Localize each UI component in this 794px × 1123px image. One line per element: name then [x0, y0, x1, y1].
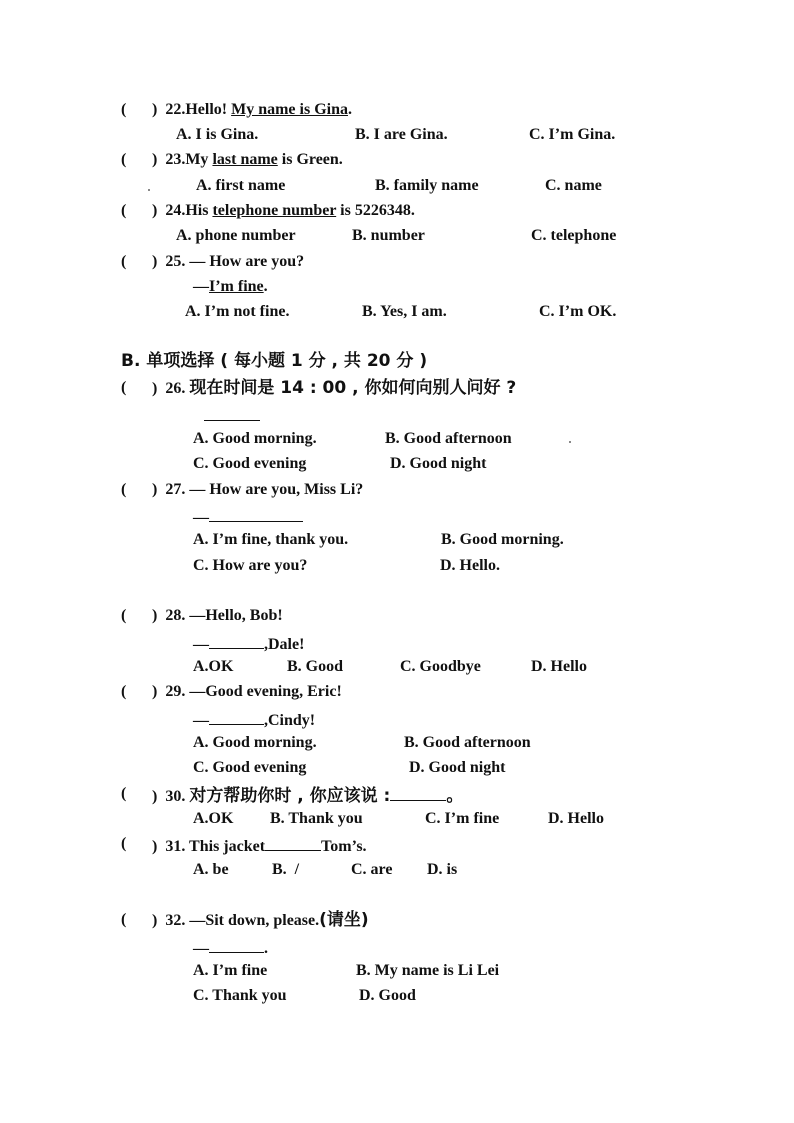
q27-option-d[interactable]: D. Hello.: [440, 557, 500, 574]
q29-answer-blank[interactable]: [209, 708, 264, 725]
q30-option-b[interactable]: B. Thank you: [270, 810, 363, 827]
q24-option-b[interactable]: B. number: [352, 227, 425, 244]
q23-option-a[interactable]: A. first name: [196, 177, 286, 194]
q24-option-c[interactable]: C. telephone: [531, 227, 617, 244]
q28-end: ,Dale!: [264, 636, 305, 653]
q23-option-b[interactable]: B. family name: [375, 177, 479, 194]
q26-paren: (: [121, 379, 127, 396]
q29-paren: (: [121, 683, 127, 700]
q27-option-b[interactable]: B. Good morning.: [441, 531, 564, 548]
q23-number: ) 23.: [152, 151, 186, 168]
q32-option-b[interactable]: B. My name is Li Lei: [356, 962, 500, 979]
q27-number: ) 27.: [152, 481, 186, 498]
q25-end: .: [263, 278, 268, 295]
q24-number: ) 24.: [152, 202, 186, 219]
q32-option-a[interactable]: A. I’m fine: [193, 962, 268, 979]
q25-text: — How are you?: [189, 253, 305, 270]
q28-number: ) 28.: [152, 607, 186, 624]
q31-number: ) 31.: [152, 838, 186, 855]
q31-answer-blank[interactable]: [265, 834, 321, 851]
q26-answer-blank[interactable]: [204, 404, 260, 421]
q32-dash: —: [193, 940, 209, 957]
q29-option-a[interactable]: A. Good morning.: [193, 734, 317, 751]
q26-text: 现在时间是 14 : 00 , 你如何向别人问好 ?: [189, 378, 517, 398]
q32-end: .: [264, 940, 268, 957]
q24-stem: [152, 201, 415, 221]
q27-stem: [152, 480, 363, 500]
q23-stem: [152, 150, 343, 170]
q27-option-a[interactable]: A. I’m fine, thank you.: [193, 531, 349, 548]
q28-option-c[interactable]: C. Goodbye: [400, 658, 481, 675]
q26-option-c[interactable]: C. Good evening: [193, 455, 307, 472]
q27-response: [193, 505, 303, 528]
q32-option-c[interactable]: C. Thank you: [193, 987, 287, 1004]
q24-underlined: telephone number: [212, 202, 337, 219]
q30-answer-blank[interactable]: [390, 784, 446, 801]
q27-text: — How are you, Miss Li?: [189, 481, 364, 498]
q28-option-b[interactable]: B. Good: [287, 658, 344, 675]
q28-option-d[interactable]: D. Hello: [531, 658, 587, 675]
q23-text-end: is Green.: [277, 151, 343, 168]
q27-paren: (: [121, 481, 127, 498]
q28-stem: [152, 606, 283, 626]
q29-text: —Good evening, Eric!: [189, 683, 342, 700]
q25-dash: —: [193, 278, 209, 295]
q23-paren: (: [121, 151, 127, 168]
q28-text: —Hello, Bob!: [189, 607, 283, 624]
q28-response: [193, 632, 304, 655]
q26-stem: [152, 378, 516, 399]
q25-paren: (: [121, 253, 127, 270]
q26-option-a[interactable]: A. Good morning.: [193, 430, 317, 447]
q25-underlined: I’m fine: [209, 278, 264, 295]
q32-option-d[interactable]: D. Good: [359, 987, 416, 1004]
q28-dash: —: [193, 636, 209, 653]
q27-dash: —: [193, 509, 209, 526]
q22-option-c[interactable]: C. I’m Gina.: [529, 126, 616, 143]
q30-option-a[interactable]: A.OK: [193, 810, 234, 827]
q23-option-c[interactable]: C. name: [545, 177, 602, 194]
q26-option-b[interactable]: B. Good afternoon: [385, 430, 512, 447]
q32-stem: [152, 910, 369, 931]
q27-option-c[interactable]: C. How are you?: [193, 557, 308, 574]
stray-dot: [148, 189, 150, 191]
q31-text: This jacket: [189, 838, 266, 855]
q29-option-c[interactable]: C. Good evening: [193, 759, 307, 776]
q32-number: ) 32.: [152, 912, 186, 929]
q25-option-c[interactable]: C. I’m OK.: [539, 303, 617, 320]
q22-paren: (: [121, 101, 127, 118]
q31-option-b[interactable]: B. /: [272, 861, 300, 878]
q28-paren: (: [121, 607, 127, 624]
q31-paren: (: [121, 835, 127, 852]
q29-option-b[interactable]: B. Good afternoon: [404, 734, 531, 751]
q22-option-a[interactable]: A. I is Gina.: [176, 126, 259, 143]
q28-option-a[interactable]: A.OK: [193, 658, 234, 675]
q32-answer-blank[interactable]: [209, 936, 264, 953]
q25-option-b[interactable]: B. Yes, I am.: [362, 303, 447, 320]
q23-underlined: last name: [212, 151, 278, 168]
q25-option-a[interactable]: A. I’m not fine.: [185, 303, 290, 320]
q29-number: ) 29.: [152, 683, 186, 700]
q29-response: [193, 708, 315, 731]
q25-number: ) 25.: [152, 253, 186, 270]
q22-underlined: My name is Gina: [231, 101, 348, 118]
q31-option-d[interactable]: D. is: [427, 861, 458, 878]
q25-response: [193, 277, 268, 297]
q24-text-end: is 5226348.: [336, 202, 415, 219]
section-b-heading: B. 单项选择 ( 每小题 1 分 , 共 20 分 ): [121, 351, 428, 371]
q30-paren: (: [121, 785, 127, 802]
q26-option-d[interactable]: D. Good night: [390, 455, 487, 472]
q29-end: ,Cindy!: [264, 712, 316, 729]
q23-text: My: [185, 151, 213, 168]
q22-number: ) 22.: [152, 101, 186, 118]
q22-option-b[interactable]: B. I are Gina.: [355, 126, 448, 143]
q30-stem: [152, 784, 463, 807]
q25-stem: [152, 252, 304, 272]
q29-option-d[interactable]: D. Good night: [409, 759, 506, 776]
q32-chinese-gloss: (请坐): [319, 910, 369, 930]
q32-response: [193, 936, 268, 959]
q30-option-d[interactable]: D. Hello: [548, 810, 604, 827]
stray-dot: [569, 441, 571, 443]
q31-text-end: Tom’s.: [321, 838, 367, 855]
q31-option-a[interactable]: A. be: [193, 861, 229, 878]
q22-text-end: .: [347, 101, 352, 118]
q24-option-a[interactable]: A. phone number: [176, 227, 296, 244]
q29-dash: —: [193, 712, 209, 729]
q27-answer-blank[interactable]: [209, 505, 303, 522]
q22-stem: [152, 100, 352, 120]
q30-option-c[interactable]: C. I’m fine: [425, 810, 500, 827]
q32-text: —Sit down, please.: [189, 912, 320, 929]
q24-text: His: [185, 202, 213, 219]
q24-paren: (: [121, 202, 127, 219]
q30-number: ) 30.: [152, 788, 186, 805]
q30-end: 。: [446, 786, 464, 806]
q31-stem: [152, 834, 367, 857]
q28-answer-blank[interactable]: [209, 632, 264, 649]
q32-paren: (: [121, 911, 127, 928]
q30-text: 对方帮助你时 , 你应该说 :: [189, 786, 391, 806]
q29-stem: [152, 682, 342, 702]
q26-number: ) 26.: [152, 380, 186, 397]
q22-text: Hello!: [185, 101, 232, 118]
q31-option-c[interactable]: C. are: [351, 861, 393, 878]
